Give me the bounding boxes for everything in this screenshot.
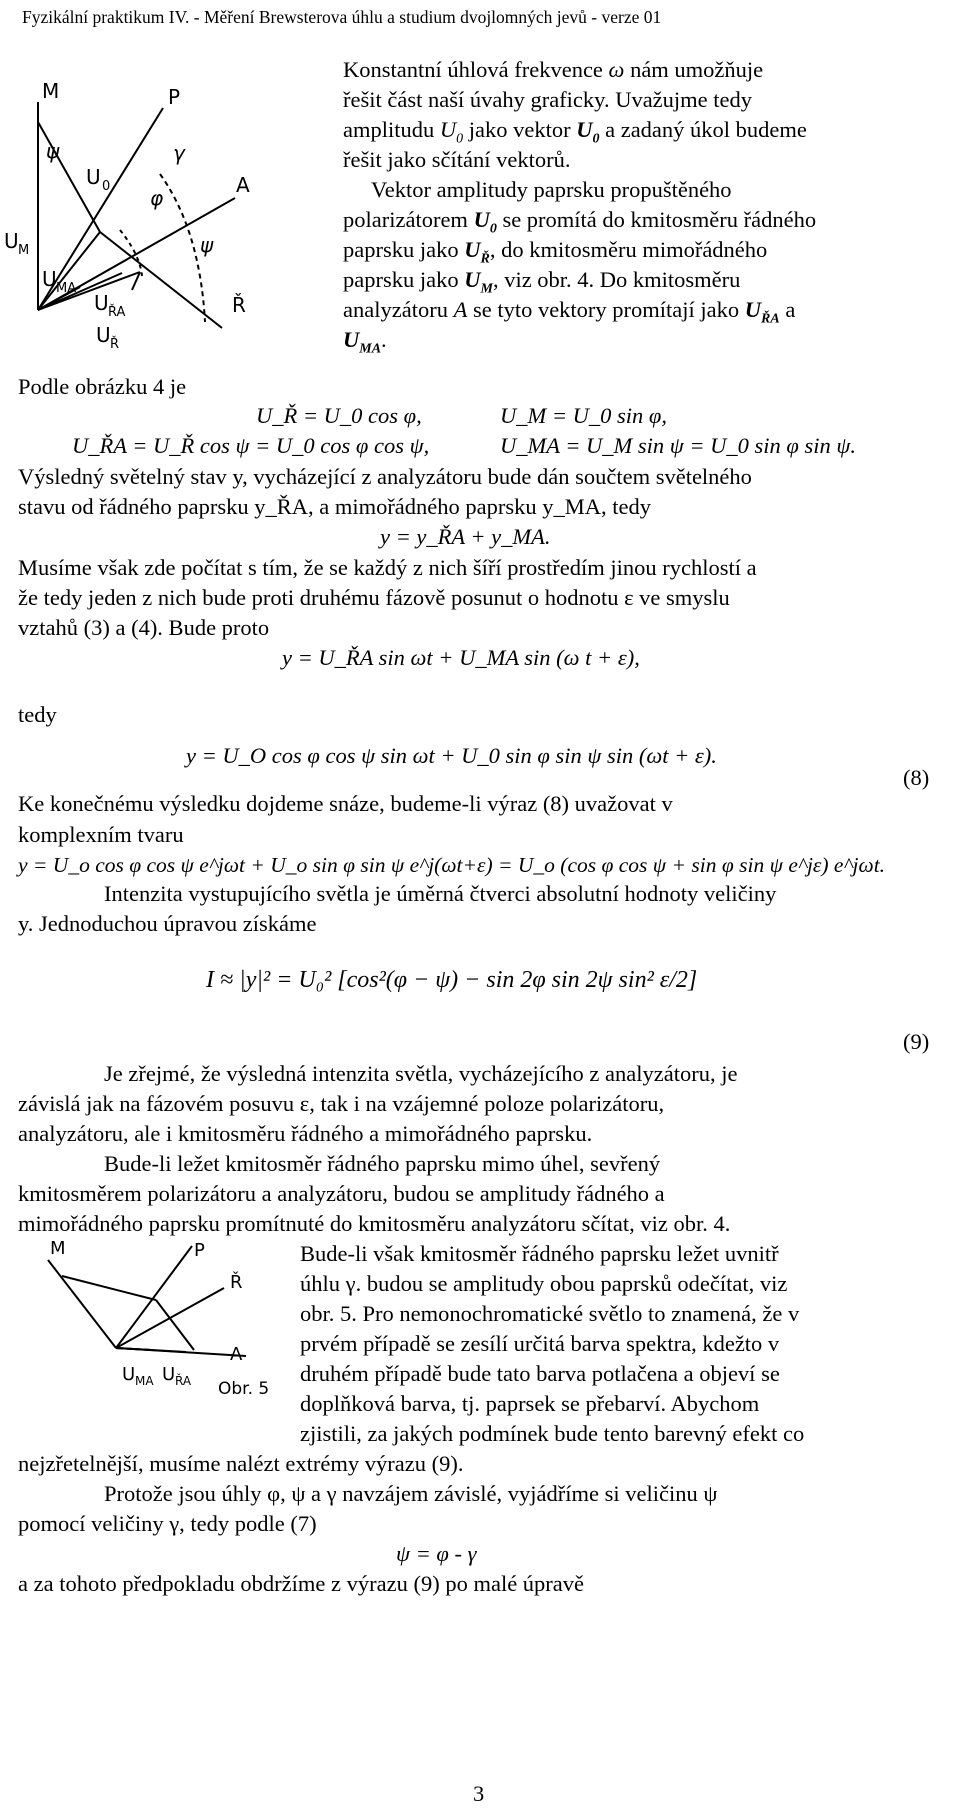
- para9-line2: pomocí veličiny γ, tedy podle (7): [18, 1511, 317, 1536]
- eq-URA: U_ŘA = U_Ř cos ψ = U_0 cos φ cos ψ,: [72, 433, 430, 458]
- para1-line1: Konstantní úhlová frekvence ω nám umožňuje: [343, 57, 764, 82]
- angle-arc: [160, 174, 205, 322]
- para1-line5: Vektor amplitudy paprsku propuštěného: [371, 177, 732, 202]
- fig4-label-URA: U: [94, 291, 109, 315]
- para8-line2: úhlu γ. budou se amplitudy obou paprsků odečítat, viz: [300, 1271, 788, 1296]
- fig5-caption: Obr. 5: [218, 1379, 270, 1398]
- para1-line4: řešit jako sčítání vektorů.: [343, 147, 571, 172]
- para6-line1: Je zřejmé, že výsledná intenzita světla, vycházejícího z analyzátoru, je: [104, 1061, 738, 1086]
- para5-line1: Intenzita vystupujícího světla je úměrná čtverci absolutní hodnoty veličiny: [104, 881, 777, 906]
- para1-line10: $U_{MA}$.: [343, 327, 387, 357]
- para2-line1: Výsledný světelný stav y, vycházející z analyzátoru bude dán součtem světelného: [18, 464, 752, 489]
- eq-y-sin: y = U_ŘA sin ωt + U_MA sin (ω t + ε),: [282, 645, 640, 670]
- para8-line8: nejzřetelnější, musíme nalézt extrémy výrazu (9).: [18, 1451, 464, 1476]
- fig4-label-R: Ř: [232, 293, 246, 317]
- fig4-label-UR: U: [96, 323, 111, 347]
- para7-line2: kmitosměrem polarizátoru a analyzátoru, budou se amplitudy řádného a: [18, 1181, 665, 1206]
- para7-line1: Bude-li ležet kmitosměr řádného paprsku mimo úhel, sevřený: [104, 1151, 661, 1176]
- eq-UMA: U_MA = U_M sin ψ = U_0 sin φ sin ψ.: [500, 433, 856, 458]
- para7-line3: mimořádného paprsku promítnuté do kmitosměru analyzátoru sčítat, viz obr. 4.: [18, 1211, 731, 1236]
- fig4-label-psi: ψ: [46, 139, 60, 163]
- fig4-label-UMA: U: [42, 267, 57, 291]
- fig5-label-R: Ř: [230, 1272, 243, 1293]
- axis-M: [48, 1260, 116, 1348]
- vector-URA: [116, 1348, 186, 1352]
- para8-line5: druhém případě bude tato barva potlačena a objeví se: [300, 1361, 780, 1386]
- para3-line2: že tedy jeden z nich bude proti druhému fázově posunut o hodnotu ε ve smyslu: [18, 585, 730, 610]
- fig4-label-UR-sub: Ř: [110, 337, 120, 352]
- fig5-label-UMA: U: [122, 1364, 136, 1385]
- page-header: Fyzikální praktikum IV. - Měření Brewsterova úhlu a studium dvojlomných jevů - verze 01: [22, 7, 662, 27]
- text-podle: Podle obrázku 4 je: [18, 374, 187, 399]
- fig4-label-UMA-sub: MA: [56, 281, 77, 296]
- para1-line6: polarizátorem $U_0$ se promítá do kmitosměru řádného: [343, 207, 817, 237]
- eq-number-8: (8): [903, 765, 930, 790]
- para1-line7: paprsku jako $U_Ř$, do kmitosměru mimořádného: [343, 237, 768, 267]
- fig4-label-A: A: [236, 173, 250, 197]
- para8-line1: Bude-li však kmitosměr řádného paprsku ležet uvnitř: [300, 1241, 779, 1266]
- fig4-label-U0: U: [86, 165, 101, 189]
- para4-line1: Ke konečnému výsledku dojdeme snáze, budeme-li výraz (8) uvažovat v: [18, 791, 673, 816]
- fig5-label-URA: U: [162, 1364, 176, 1385]
- para1-line8: paprsku jako $U_M$, viz obr. 4. Do kmitosměru: [343, 267, 741, 297]
- para2-line2: stavu od řádného paprsku y_ŘA, a mimořádného paprsku y_MA, tedy: [18, 494, 652, 519]
- para6-line2: závislá jak na fázovém posuvu ε, tak i na vzájemné poloze polarizátoru,: [18, 1091, 665, 1116]
- para1-line9: analyzátoru A se tyto vektory promítají jako $U_{ŘA}$ a: [343, 297, 796, 327]
- fig4-label-gamma: γ: [173, 141, 185, 165]
- fig4-label-M: M: [42, 80, 60, 103]
- fig5-label-M: M: [50, 1238, 66, 1259]
- para8-line3: obr. 5. Pro nemonochromatické světlo to znamená, že v: [300, 1301, 800, 1326]
- para5-line2: y. Jednoduchou úpravou získáme: [18, 911, 317, 936]
- para6-line3: analyzátoru, ale i kmitosměru řádného a mimořádného paprsku.: [18, 1121, 593, 1146]
- eq-UR: U_Ř = U_0 cos φ,: [256, 403, 422, 428]
- fig5-label-URA-sub: ŘA: [175, 1374, 192, 1388]
- para8-line4: prvém případě se zesílí určitá barva spektra, kdežto v: [300, 1331, 780, 1356]
- para4-line2: komplexním tvaru: [18, 822, 184, 847]
- fig4-label-phi: φ: [150, 186, 164, 210]
- fig4-label-UM-sub: M: [18, 243, 30, 258]
- fig4-label-psi-2: ψ: [200, 233, 214, 257]
- para3-line1: Musíme však zde počítat s tím, že se každý z nich šíří prostředím jinou rychlostí a: [18, 555, 757, 580]
- fig5-label-UMA-sub: MA: [135, 1374, 154, 1388]
- eq-complex: y = U_o cos φ cos ψ e^jωt + U_o sin φ sin ψ e^j(ωt+ε) = U_o (cos φ cos ψ + sin φ sin ψ e^jε) e^jωt.: [18, 853, 886, 877]
- eq-y-full: y = U_O cos φ cos ψ sin ωt + U_0 sin φ sin ψ sin (ωt + ε).: [186, 743, 717, 768]
- figure-4-vector-diagram: [0, 80, 300, 360]
- fig5-label-A: A: [230, 1344, 243, 1365]
- fig4-label-P: P: [168, 85, 181, 109]
- eq-y-sum: y = y_ŘA + y_MA.: [380, 524, 551, 549]
- para1-line3: amplitudu $U_0$ jako vektor $U_0$ a zadaný úkol budeme: [343, 117, 807, 147]
- fig4-label-UM: U: [4, 229, 19, 253]
- fig5-label-P: P: [194, 1240, 205, 1261]
- fig4-label-URA-sub: ŘA: [108, 305, 126, 320]
- eq-number-9: (9): [903, 1029, 930, 1054]
- eq-UM: U_M = U_0 sin φ,: [500, 403, 668, 428]
- para8-line7: zjistili, za jakých podmínek bude tento barevný efekt co: [300, 1421, 805, 1446]
- figure-5-vector-diagram: [34, 1238, 294, 1398]
- text-tedy: tedy: [18, 702, 57, 727]
- eq-psi: ψ = φ - γ: [396, 1541, 477, 1566]
- para10: a za tohoto předpokladu obdržíme z výrazu (9) po malé úpravě: [18, 1571, 585, 1596]
- eq-intensity: I ≈ |y|² = U₀² [cos²(φ − ψ) − sin 2φ sin 2ψ sin² ε/2]: [206, 967, 698, 993]
- para3-line3: vztahů (3) a (4). Bude proto: [18, 615, 270, 640]
- para9-line1: Protože jsou úhly φ, ψ a γ navzájem závislé, vyjádříme si veličinu ψ: [104, 1481, 718, 1506]
- page-number: 3: [473, 1781, 485, 1806]
- para1-line2: řešit část naší úvahy graficky. Uvažujme tedy: [343, 87, 753, 112]
- fig4-label-U0-sub: 0: [102, 179, 111, 194]
- para8-line6: doplňková barva, tj. paprsek se přebarví. Abychom: [300, 1391, 760, 1416]
